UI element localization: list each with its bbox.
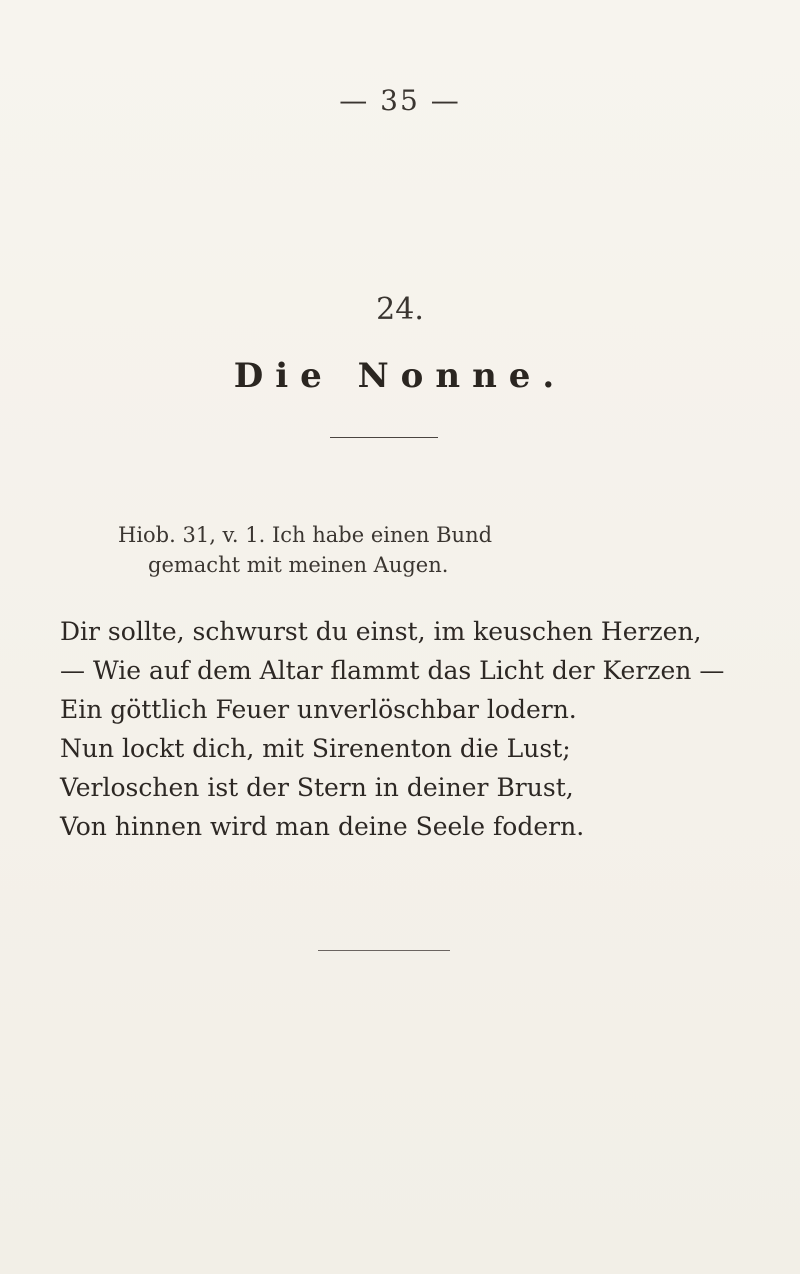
verse-line: Nun lockt dich, mit Sirenenton die Lust; (60, 734, 571, 763)
end-divider (318, 950, 450, 951)
epigraph-line: gemacht mit meinen Augen. (148, 553, 449, 577)
poem-verse (60, 612, 760, 846)
page-number: — 35 — (339, 84, 461, 117)
verse-line: — Wie auf dem Altar flammt das Licht der Kerzen — (60, 656, 725, 685)
title-divider (330, 437, 438, 438)
verse-line: Von hinnen wird man deine Seele fodern. (60, 812, 585, 841)
epigraph-line: Hiob. 31, v. 1. Ich habe einen Bund (118, 523, 493, 547)
verse-line: Dir sollte, schwurst du einst, im keuschen Herzen, (60, 617, 702, 646)
epigraph (118, 520, 678, 580)
poem-title: Die Nonne. (233, 356, 567, 396)
poem-number: 24. (376, 292, 424, 327)
verse-line: Verloschen ist der Stern in deiner Brust, (60, 773, 574, 802)
verse-line: Ein göttlich Feuer unverlöschbar lodern. (60, 695, 577, 724)
